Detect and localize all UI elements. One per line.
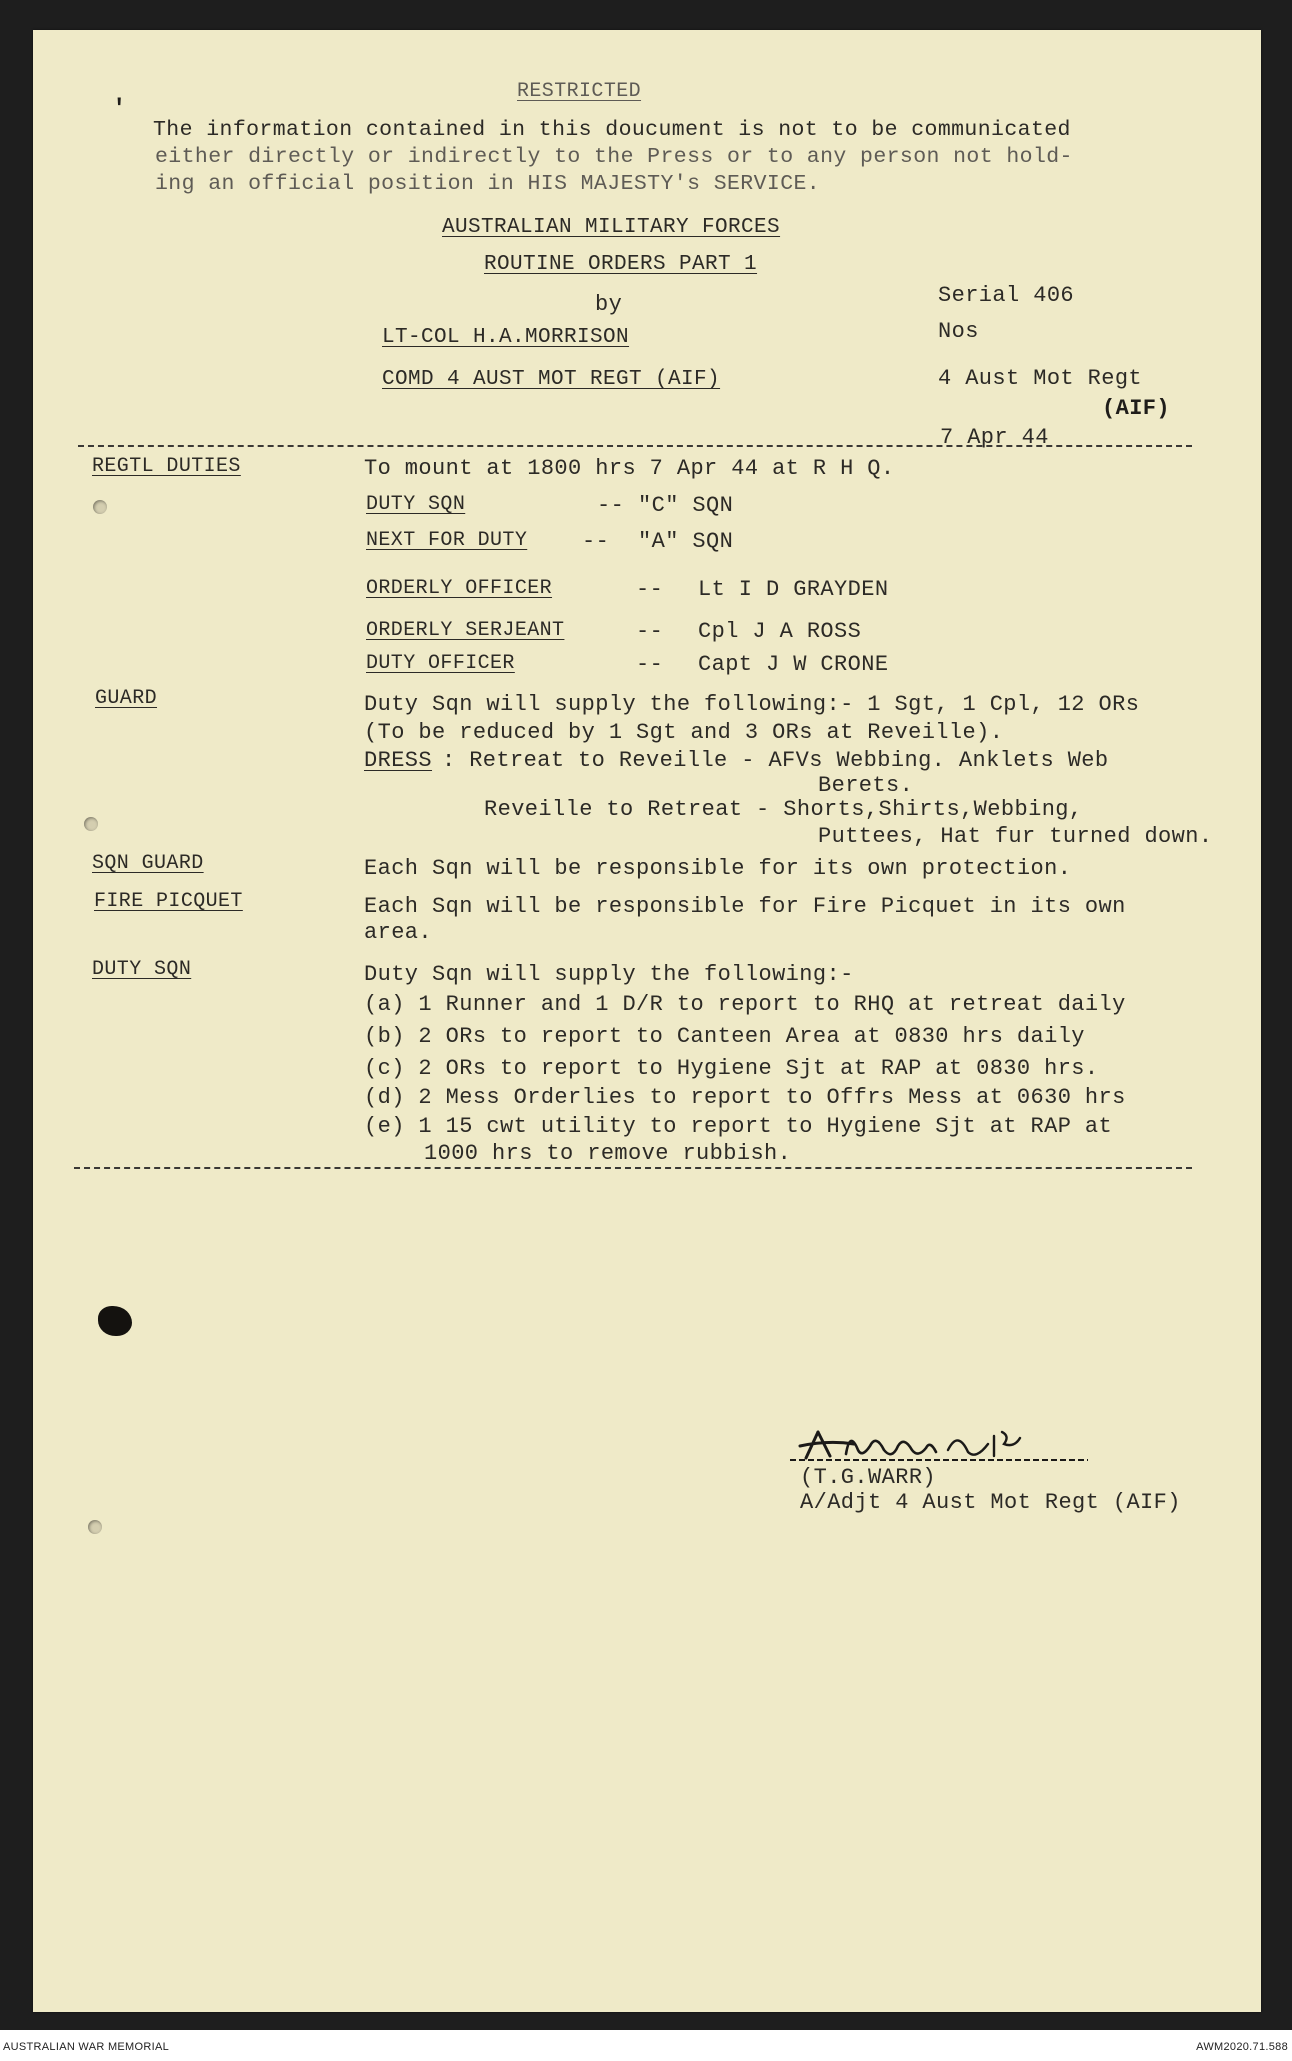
section-heading-fire-picquet: FIRE PICQUET — [94, 890, 243, 913]
punch-hole — [84, 817, 98, 831]
duty-sqn-item: (a) 1 Runner and 1 D/R to report to RHQ at retreat daily — [364, 992, 1126, 1017]
duty-sqn-item-cont: 1000 hrs to remove rubbish. — [424, 1141, 792, 1166]
duty-sep: -- — [636, 652, 664, 677]
dress-text: Puttees, Hat fur turned down. — [818, 824, 1213, 849]
unit-suffix: (AIF) — [1102, 396, 1171, 421]
duty-value: "A" SQN — [638, 529, 734, 554]
duty-role: ORDERLY OFFICER — [366, 577, 553, 600]
duty-sqn-item: (c) 2 ORs to report to Hygiene Sjt at RAP at 0830 hrs. — [364, 1056, 1099, 1081]
notice-line: The information contained in this doucument is not to be communicated — [153, 118, 1071, 142]
forces-heading: AUSTRALIAN MILITARY FORCES — [442, 216, 781, 239]
duty-role: DUTY SQN — [366, 493, 466, 516]
mark-tick: ' — [112, 96, 127, 123]
footer-source: AUSTRALIAN WAR MEMORIAL — [3, 2041, 170, 2053]
section-heading-duty-sqn: DUTY SQN — [92, 958, 192, 981]
section-heading-regtl-duties: REGTL DUTIES — [92, 455, 241, 478]
duty-sep: -- — [597, 493, 625, 518]
fire-picquet-text: Each Sqn will be responsible for Fire Picquet in its own — [364, 894, 1126, 919]
handwritten-signature — [788, 1410, 1108, 1470]
duty-value: Cpl J A ROSS — [698, 619, 862, 644]
guard-text: (To be reduced by 1 Sgt and 3 ORs at Reveille). — [364, 720, 1004, 745]
notice-line: either directly or indirectly to the Press or to any person not hold- — [155, 145, 1073, 169]
section-heading-sqn-guard: SQN GUARD — [92, 852, 204, 875]
footer-accession: AWM2020.71.588 — [1196, 2041, 1288, 2053]
duty-sep: -- — [636, 577, 664, 602]
unit-name: 4 Aust Mot Regt — [938, 366, 1143, 391]
dress-text: Reveille to Retreat - Shorts,Shirts,Webbing, — [484, 797, 1083, 822]
ink-stain — [98, 1306, 132, 1336]
signatory-title: A/Adjt 4 Aust Mot Regt (AIF) — [800, 1490, 1181, 1515]
dress-text: : Retreat to Reveille - AFVs Webbing. Anklets Web — [442, 748, 1109, 773]
duty-sqn-item: (e) 1 15 cwt utility to report to Hygiene Sjt at RAP at — [364, 1114, 1113, 1139]
document-page — [33, 30, 1261, 2012]
duty-sqn-intro: Duty Sqn will supply the following:- — [364, 962, 854, 987]
orders-heading: ROUTINE ORDERS PART 1 — [484, 253, 758, 276]
by-label: by — [595, 292, 623, 317]
nos-label: Nos — [938, 319, 979, 344]
serial-number: Serial 406 — [938, 283, 1075, 308]
divider-bottom — [74, 1167, 1192, 1169]
sqn-guard-text: Each Sqn will be responsible for its own protection. — [364, 856, 1072, 881]
section-heading-guard: GUARD — [95, 687, 158, 710]
duty-sqn-item: (d) 2 Mess Orderlies to report to Offrs Mess at 0630 hrs — [364, 1085, 1126, 1110]
duty-role: ORDERLY SERJEANT — [366, 619, 565, 642]
guard-text: Duty Sqn will supply the following:- 1 Sgt, 1 Cpl, 12 ORs — [364, 692, 1140, 717]
punch-hole — [88, 1520, 102, 1534]
duty-value: "C" SQN — [638, 493, 734, 518]
duty-sep: -- — [582, 529, 610, 554]
duty-role: DUTY OFFICER — [366, 652, 515, 675]
regtl-duties-intro: To mount at 1800 hrs 7 Apr 44 at R H Q. — [364, 456, 895, 481]
fire-picquet-text: area. — [364, 920, 433, 945]
restricted-heading: RESTRICTED — [517, 80, 642, 103]
dress-label: DRESS — [364, 748, 433, 773]
footer-bar — [0, 2030, 1292, 2061]
dress-text: Berets. — [818, 773, 914, 798]
duty-sep: -- — [636, 619, 664, 644]
notice-line: ing an official position in HIS MAJESTY's SERVICE. — [155, 172, 821, 196]
divider-top — [78, 445, 1192, 447]
commander-name: LT-COL H.A.MORRISON — [382, 326, 630, 349]
command-title: COMD 4 AUST MOT REGT (AIF) — [382, 368, 721, 391]
duty-sqn-item: (b) 2 ORs to report to Canteen Area at 0830 hrs daily — [364, 1024, 1085, 1049]
signatory-name: (T.G.WARR) — [800, 1465, 937, 1490]
punch-hole — [93, 500, 107, 514]
duty-role: NEXT FOR DUTY — [366, 529, 528, 552]
order-date: 7 Apr 44 — [940, 425, 1049, 450]
duty-value: Lt I D GRAYDEN — [698, 577, 889, 602]
duty-value: Capt J W CRONE — [698, 652, 889, 677]
